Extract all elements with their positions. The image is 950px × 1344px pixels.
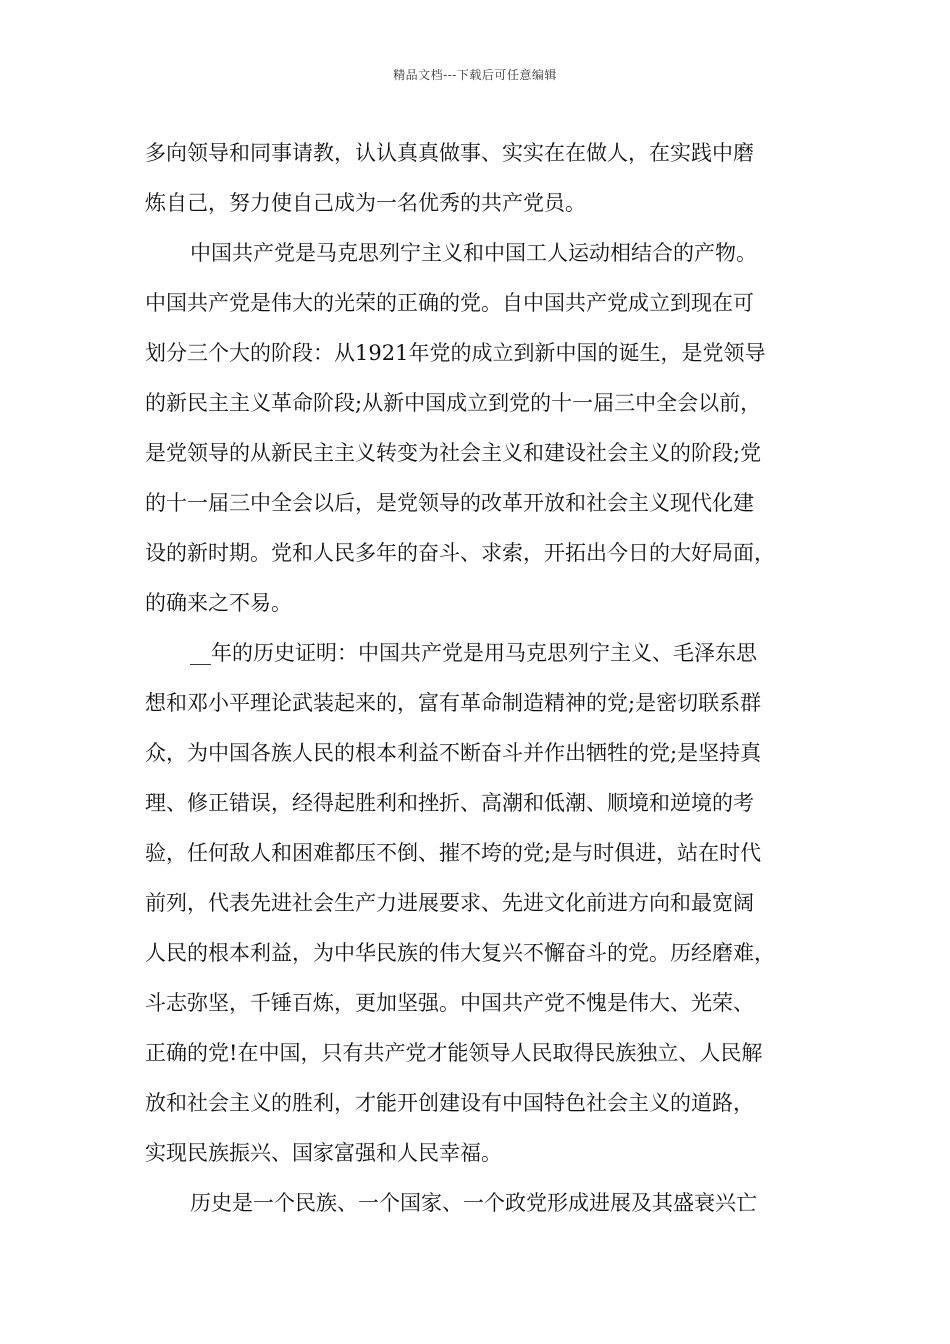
text-line: 正确的党!在中国，只有共产党才能领导人民取得民族独立、人民解: [145, 1041, 763, 1065]
text-line: 放和社会主义的胜利，才能开创建设有中国特色社会主义的道路，: [145, 1091, 754, 1115]
text-line: 前列，代表先进社会生产力进展要求、先进文化前进方向和最宽阔: [145, 891, 754, 915]
text-line: 划分三个大的阶段：从1921年党的成立到新中国的诞生，是党领导: [145, 341, 766, 365]
text-line: 理、修正错误，经得起胜利和挫折、高潮和低潮、顺境和逆境的考: [145, 791, 754, 815]
text-line: 实现民族振兴、国家富强和人民幸福。: [145, 1141, 502, 1165]
text-line: 人民的根本利益，为中华民族的伟大复兴不懈奋斗的党。历经磨难，: [145, 941, 775, 965]
text-line: 验，任何敌人和困难都压不倒、摧不垮的党;是与时俱进，站在时代: [145, 841, 762, 865]
text-line: 的十一届三中全会以后，是党领导的改革开放和社会主义现代化建: [145, 491, 754, 515]
text-line: 中国共产党是伟大的光荣的正确的党。自中国共产党成立到现在可: [145, 291, 754, 315]
page-header: 精品文档---下载后可任意编辑: [393, 68, 557, 82]
text-line: 想和邓小平理论武装起来的，富有革命制造精神的党;是密切联系群: [145, 691, 762, 715]
text-line: __年的历史证明：中国共产党是用马克思列宁主义、毛泽东思: [190, 641, 757, 665]
text-line: 斗志弥坚，千锤百炼，更加坚强。中国共产党不愧是伟大、光荣、: [145, 991, 754, 1015]
text-line: 炼自己，努力使自己成为一名优秀的共产党员。: [145, 191, 586, 215]
text-line: 中国共产党是马克思列宁主义和中国工人运动相结合的产物。: [190, 241, 757, 265]
text-line: 多向领导和同事请教，认认真真做事、实实在在做人，在实践中磨: [145, 141, 754, 165]
text-line: 的确来之不易。: [145, 591, 292, 615]
text-line: 众，为中国各族人民的根本利益不断奋斗并作出牺牲的党;是坚持真: [145, 741, 762, 765]
text-line: 是党领导的从新民主主义转变为社会主义和建设社会主义的阶段;党: [145, 441, 762, 465]
text-line: 历史是一个民族、一个国家、一个政党形成进展及其盛衰兴亡: [190, 1191, 757, 1215]
text-line: 设的新时期。党和人民多年的奋斗、求索，开拓出今日的大好局面，: [145, 541, 775, 565]
text-line: 的新民主主义革命阶段;从新中国成立到党的十一届三中全会以前，: [145, 391, 762, 415]
